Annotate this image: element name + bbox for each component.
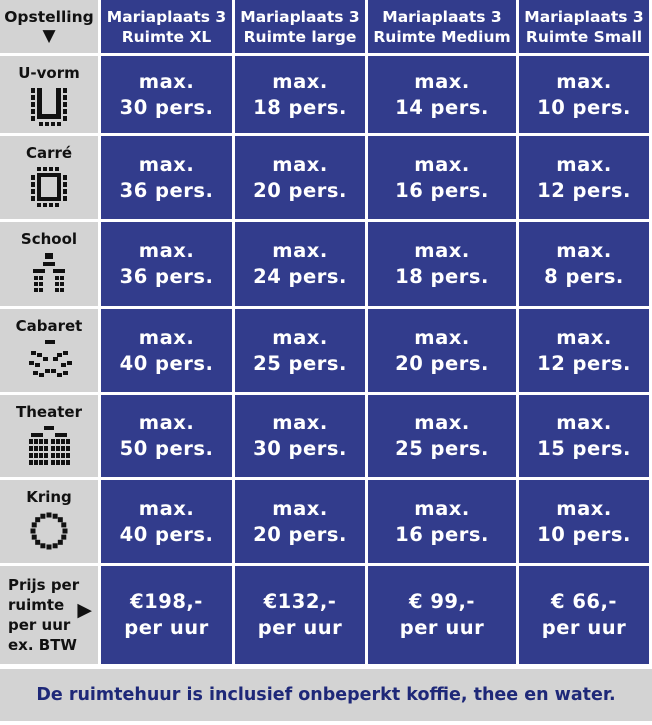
room-location: Mariaplaats 3 xyxy=(240,7,360,26)
price-unit: per uur xyxy=(257,616,343,639)
capacity-value: 25 pers. xyxy=(395,437,489,460)
capacity-prefix: max. xyxy=(414,411,470,434)
capacity-value: 14 pers. xyxy=(395,95,489,119)
capacity-value: 24 pers. xyxy=(253,265,347,288)
capacity-value: 40 pers. xyxy=(119,351,214,375)
room-name: Ruimte Medium xyxy=(373,27,511,46)
capacity-cell xyxy=(101,395,232,477)
capacity-cell xyxy=(101,222,232,306)
capacity-value: 10 pers. xyxy=(537,522,631,546)
setup-name: Theater xyxy=(16,403,82,421)
capacity-prefix: max. xyxy=(272,496,328,520)
capacity-cell xyxy=(519,222,649,306)
price-label-line: per uur xyxy=(8,616,71,634)
price-unit: per uur xyxy=(124,616,209,639)
capacity-value: 15 pers. xyxy=(537,437,631,460)
capacity-cell xyxy=(519,395,649,477)
capacity-prefix: max. xyxy=(138,239,195,262)
capacity-cell xyxy=(519,480,649,563)
price-cell xyxy=(519,566,649,664)
cabaret-icon xyxy=(26,339,72,381)
price-cell xyxy=(235,566,365,664)
capacity-value: 30 pers. xyxy=(119,95,214,119)
capacity-cell xyxy=(519,56,649,133)
room-header xyxy=(519,0,649,53)
capacity-prefix: max. xyxy=(556,239,612,262)
row-label xyxy=(0,480,98,563)
capacity-cell xyxy=(368,395,516,477)
capacity-cell xyxy=(368,222,516,306)
capacity-cell xyxy=(368,56,516,133)
capacity-value: 20 pers. xyxy=(395,351,489,375)
capacity-cell xyxy=(519,309,649,392)
capacity-value: 18 pers. xyxy=(253,95,347,119)
capacity-value: 12 pers. xyxy=(537,351,631,375)
capacity-value: 36 pers. xyxy=(119,265,214,288)
capacity-cell xyxy=(235,222,365,306)
capacity-value: 25 pers. xyxy=(253,351,347,375)
u-shape-icon xyxy=(26,86,72,128)
capacity-prefix: max. xyxy=(414,152,470,176)
square-icon xyxy=(26,166,72,208)
capacity-prefix: max. xyxy=(556,496,612,520)
room-location: Mariaplaats 3 xyxy=(382,7,502,26)
down-arrow-icon: ▼ xyxy=(42,25,56,46)
row-label xyxy=(0,56,98,133)
capacity-value: 12 pers. xyxy=(537,178,631,202)
capacity-prefix: max. xyxy=(414,325,470,349)
price-unit: per uur xyxy=(541,616,627,639)
capacity-cell xyxy=(101,480,232,563)
corner-header xyxy=(0,0,98,53)
capacity-value: 20 pers. xyxy=(253,522,347,546)
capacity-cell xyxy=(368,480,516,563)
row-label xyxy=(0,136,98,219)
capacity-value: 30 pers. xyxy=(253,437,347,460)
setup-name: Kring xyxy=(26,488,72,506)
capacity-cell xyxy=(235,480,365,563)
capacity-cell xyxy=(101,56,232,133)
capacity-prefix: max. xyxy=(272,69,328,93)
price-unit: per uur xyxy=(399,616,485,639)
setup-name: U-vorm xyxy=(18,64,80,82)
room-header xyxy=(368,0,516,53)
room-name: Ruimte large xyxy=(243,27,357,46)
capacity-cell xyxy=(235,309,365,392)
capacity-cell xyxy=(235,56,365,133)
right-arrow-icon: ▶ xyxy=(77,599,92,621)
setup-name: Carré xyxy=(25,144,73,162)
capacity-cell xyxy=(519,136,649,219)
price-row-label xyxy=(0,566,98,664)
capacity-cell xyxy=(235,136,365,219)
capacity-value: 40 pers. xyxy=(119,522,214,546)
price-cell xyxy=(101,566,232,664)
capacity-prefix: max. xyxy=(414,496,470,520)
capacity-prefix: max. xyxy=(272,152,328,176)
capacity-prefix: max. xyxy=(138,411,195,434)
room-location: Mariaplaats 3 xyxy=(106,7,227,26)
capacity-prefix: max. xyxy=(272,411,328,434)
footer-note: De ruimtehuur is inclusief onbeperkt koffie, thee en water. xyxy=(0,669,652,721)
capacity-prefix: max. xyxy=(138,325,195,349)
price-amount: €198,- xyxy=(130,590,203,613)
capacity-prefix: max. xyxy=(414,239,470,262)
setup-name: Cabaret xyxy=(15,317,83,335)
row-label xyxy=(0,222,98,306)
capacity-value: 10 pers. xyxy=(537,95,631,119)
capacity-prefix: max. xyxy=(138,69,195,93)
capacity-value: 20 pers. xyxy=(253,178,347,202)
price-label-line: ex. BTW xyxy=(8,636,77,654)
capacity-cell xyxy=(368,309,516,392)
opstelling-label: Opstelling xyxy=(4,7,94,26)
room-header xyxy=(101,0,232,53)
room-header xyxy=(235,0,365,53)
price-amount: €132,- xyxy=(263,590,337,613)
capacity-value: 18 pers. xyxy=(395,265,489,288)
capacity-cell xyxy=(235,395,365,477)
setup-name: School xyxy=(20,230,78,248)
capacity-cell xyxy=(101,309,232,392)
capacity-prefix: max. xyxy=(556,325,612,349)
capacity-prefix: max. xyxy=(556,411,612,434)
school-icon xyxy=(26,252,72,294)
room-location: Mariaplaats 3 xyxy=(524,7,644,26)
capacity-value: 36 pers. xyxy=(119,178,214,202)
price-label-line: Prijs per xyxy=(8,576,80,594)
capacity-value: 16 pers. xyxy=(395,178,489,202)
price-amount: € 99,- xyxy=(409,590,475,613)
price-label-line: ruimte xyxy=(8,596,65,614)
capacity-value: 16 pers. xyxy=(395,522,489,546)
capacity-cell xyxy=(368,136,516,219)
theater-icon xyxy=(26,425,72,467)
row-label xyxy=(0,309,98,392)
capacity-prefix: max. xyxy=(138,152,195,176)
capacity-prefix: max. xyxy=(556,152,612,176)
capacity-prefix: max. xyxy=(138,496,195,520)
capacity-value: 8 pers. xyxy=(544,265,624,288)
price-cell xyxy=(368,566,516,664)
capacity-prefix: max. xyxy=(414,69,470,93)
row-label xyxy=(0,395,98,477)
capacity-cell xyxy=(101,136,232,219)
room-name: Ruimte XL xyxy=(121,27,212,46)
capacity-prefix: max. xyxy=(272,325,328,349)
price-amount: € 66,- xyxy=(551,590,617,613)
capacity-prefix: max. xyxy=(272,239,328,262)
capacity-value: 50 pers. xyxy=(119,437,214,460)
capacity-prefix: max. xyxy=(556,69,612,93)
room-name: Ruimte Small xyxy=(525,27,643,46)
circle-icon xyxy=(26,510,72,552)
